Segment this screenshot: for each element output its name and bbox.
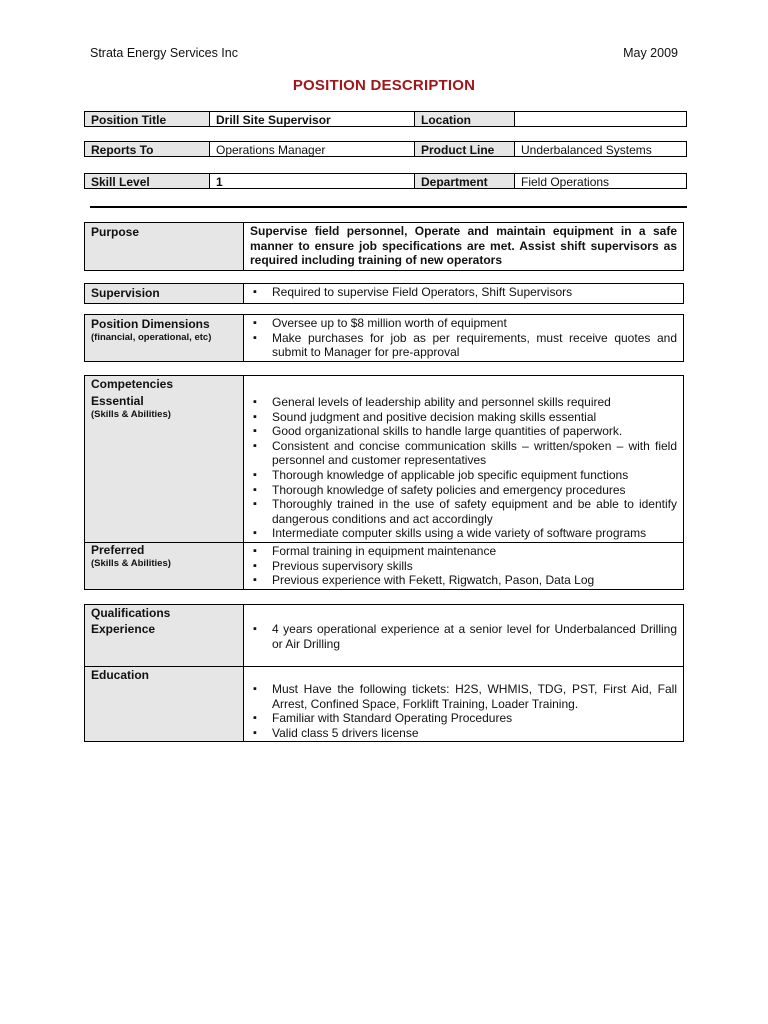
- essential-list: [250, 395, 677, 541]
- document-date: May 2009: [623, 46, 678, 60]
- product-line-value: Underbalanced Systems: [521, 143, 652, 156]
- competencies-table: [84, 375, 684, 590]
- experience-list: [250, 622, 677, 651]
- list-item: ▪ Good organizational skills to handle large quantities of paperwork.: [250, 424, 677, 439]
- position-title-value: Drill Site Supervisor: [210, 112, 415, 126]
- location-value: [515, 112, 686, 126]
- list-item: ▪ Sound judgment and positive decision making skills essential: [250, 410, 677, 425]
- qualifications-table: [84, 604, 684, 742]
- department-value: Field Operations: [521, 175, 610, 188]
- dimensions-label: Position Dimensions: [91, 317, 210, 331]
- location-label: Location: [415, 112, 515, 126]
- list-item: ▪ Formal training in equipment maintenance: [250, 544, 677, 559]
- skill-level-value: 1: [210, 174, 415, 188]
- list-item: ▪ Thorough knowledge of applicable job specific equipment functions: [250, 468, 677, 483]
- reports-to-value: Operations Manager: [210, 142, 415, 156]
- list-item: ▪ Must Have the following tickets: H2S, WHMIS, TDG, PST, First Aid, Fall Arrest, Confined Space, Forklift Training, Loader Training.: [250, 682, 677, 711]
- education-label: Education: [85, 667, 244, 741]
- skill-level-label: Skill Level: [85, 174, 210, 188]
- list-item: ▪ Thoroughly trained in the use of safety equipment and be able to identify dangerous conditions and act accordingly: [250, 497, 677, 526]
- preferred-label: Preferred: [91, 542, 145, 557]
- preferred-list: [250, 544, 677, 588]
- info-row-reports: [84, 141, 687, 157]
- supervision-table: [84, 283, 684, 304]
- supervision-list: [250, 285, 677, 300]
- experience-label: Experience: [85, 621, 244, 666]
- info-row-position: [84, 111, 687, 127]
- info-row-skill: [84, 173, 687, 189]
- document-title: POSITION DESCRIPTION: [292, 77, 476, 94]
- list-item: ▪ 4 years operational experience at a senior level for Underbalanced Drilling or Air Drilling: [250, 622, 677, 651]
- list-item: ▪ Oversee up to $8 million worth of equipment: [250, 316, 677, 331]
- purpose-text: Supervise field personnel, Operate and maintain equipment in a safe manner to ensure job specifications are met. Assist shift supervisors as required including training of new operators: [250, 224, 677, 268]
- list-item: ▪ Make purchases for job as per requirements, must receive quotes and submit to Manager for pre-approval: [250, 331, 677, 360]
- dimensions-sublabel: (financial, operational, etc): [91, 331, 212, 343]
- list-item: ▪ General levels of leadership ability and personnel skills required: [250, 395, 677, 410]
- essential-sublabel: (Skills & Abilities): [91, 408, 171, 420]
- purpose-label: Purpose: [85, 223, 244, 270]
- dimensions-table: [84, 314, 684, 362]
- list-item: ▪ Intermediate computer skills using a wide variety of software programs: [250, 526, 677, 541]
- essential-label: Essential: [91, 394, 144, 408]
- list-item: ▪ Thorough knowledge of safety policies and emergency procedures: [250, 483, 677, 498]
- supervision-label: Supervision: [85, 284, 244, 303]
- list-item: ▪ Required to supervise Field Operators, Shift Supervisors: [250, 285, 677, 300]
- section-divider: [90, 206, 687, 208]
- education-list: [250, 682, 677, 740]
- company-name: Strata Energy Services Inc: [90, 46, 238, 60]
- qualifications-label: Qualifications: [85, 605, 244, 621]
- purpose-table: [84, 222, 684, 271]
- list-item: ▪ Previous supervisory skills: [250, 559, 677, 574]
- list-item: ▪ Valid class 5 drivers license: [250, 726, 677, 741]
- list-item: ▪ Familiar with Standard Operating Procedures: [250, 711, 677, 726]
- product-line-label: Product Line: [415, 142, 515, 156]
- department-label: Department: [415, 174, 515, 188]
- reports-to-label: Reports To: [85, 142, 210, 156]
- competencies-label: Competencies: [85, 376, 244, 392]
- list-item: ▪ Consistent and concise communication skills – written/spoken – with field personnel and customer representatives: [250, 439, 677, 468]
- preferred-sublabel: (Skills & Abilities): [91, 557, 171, 569]
- list-item: ▪ Previous experience with Fekett, Rigwatch, Pason, Data Log: [250, 573, 677, 588]
- dimensions-list: [250, 316, 677, 360]
- position-title-label: Position Title: [85, 112, 210, 126]
